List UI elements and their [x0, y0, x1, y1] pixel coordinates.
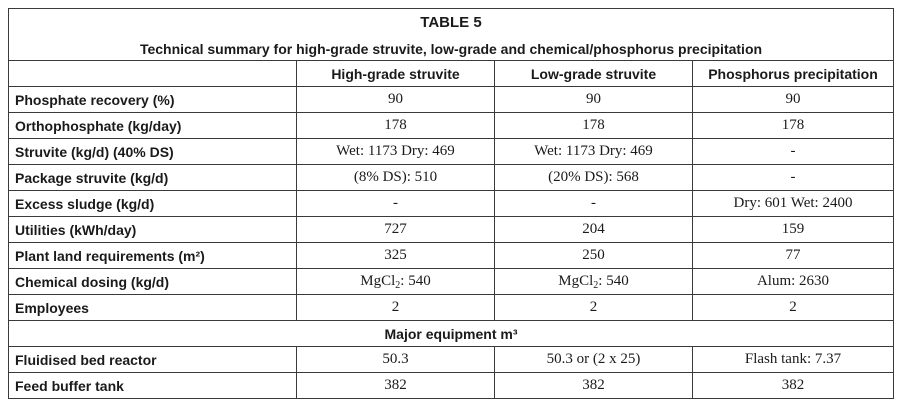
row-label: Utilities (kWh/day) — [9, 217, 297, 243]
table-cell: Alum: 2630 — [693, 269, 894, 295]
row-label: Chemical dosing (kg/d) — [9, 269, 297, 295]
table-row — [9, 191, 894, 217]
column-header-empty — [9, 61, 297, 87]
table-cell: Flash tank: 7.37 — [693, 347, 894, 373]
table-row — [9, 269, 894, 295]
row-label: Plant land requirements (m²) — [9, 243, 297, 269]
table-cell: - — [693, 165, 894, 191]
formula-prefix: MgCl — [558, 273, 594, 289]
table-caption — [9, 9, 894, 61]
formula-suffix: : 540 — [598, 273, 629, 289]
table-cell: 178 — [693, 113, 894, 139]
table-cell: 382 — [693, 373, 894, 399]
table-cell: 2 — [693, 295, 894, 321]
table-row — [9, 217, 894, 243]
column-header-low-grade: Low-grade struvite — [495, 61, 693, 87]
table-cell: - — [297, 191, 495, 217]
table-cell: 50.3 or (2 x 25) — [495, 347, 693, 373]
table-cell: 77 — [693, 243, 894, 269]
row-label: Excess sludge (kg/d) — [9, 191, 297, 217]
table-cell: Wet: 1173 Dry: 469 — [495, 139, 693, 165]
table-cell: 325 — [297, 243, 495, 269]
column-header-high-grade: High-grade struvite — [297, 61, 495, 87]
section-header: Major equipment m³ — [9, 321, 894, 347]
table-cell: - — [495, 191, 693, 217]
row-label: Employees — [9, 295, 297, 321]
table-row — [9, 87, 894, 113]
row-label: Package struvite (kg/d) — [9, 165, 297, 191]
formula-suffix: : 540 — [400, 273, 431, 289]
table-cell: 159 — [693, 217, 894, 243]
table-row — [9, 165, 894, 191]
table-row — [9, 295, 894, 321]
section-header-row — [9, 321, 894, 347]
formula-prefix: MgCl — [360, 273, 396, 289]
formula-subscript: 2 — [593, 280, 599, 291]
column-header-row — [9, 61, 894, 87]
table-cell: 178 — [297, 113, 495, 139]
table-cell: Dry: 601 Wet: 2400 — [693, 191, 894, 217]
table-title: TABLE 5 — [420, 14, 482, 31]
row-label: Phosphate recovery (%) — [9, 87, 297, 113]
table-cell: 2 — [297, 295, 495, 321]
table-row — [9, 243, 894, 269]
table-row — [9, 113, 894, 139]
table-cell: 250 — [495, 243, 693, 269]
table-cell: 90 — [693, 87, 894, 113]
summary-table — [8, 8, 894, 399]
table-cell: (8% DS): 510 — [297, 165, 495, 191]
table-subtitle: Technical summary for high-grade struvite, low-grade and chemical/phosphorus precipitation — [139, 41, 763, 57]
table-cell: 90 — [297, 87, 495, 113]
table-row — [9, 373, 894, 399]
table-row — [9, 347, 894, 373]
formula-subscript: 2 — [395, 280, 401, 291]
table-cell: - — [693, 139, 894, 165]
table-cell: 90 — [495, 87, 693, 113]
row-label: Orthophosphate (kg/day) — [9, 113, 297, 139]
table-container — [8, 8, 894, 399]
row-label: Struvite (kg/d) (40% DS) — [9, 139, 297, 165]
table-cell: 727 — [297, 217, 495, 243]
table-cell: 382 — [495, 373, 693, 399]
table-cell: Wet: 1173 Dry: 469 — [297, 139, 495, 165]
table-cell: 204 — [495, 217, 693, 243]
row-label: Fluidised bed reactor — [9, 347, 297, 373]
table-cell: 50.3 — [297, 347, 495, 373]
row-label: Feed buffer tank — [9, 373, 297, 399]
table-cell: 382 — [297, 373, 495, 399]
table-row — [9, 139, 894, 165]
table-body — [9, 9, 894, 399]
table-cell — [495, 269, 693, 295]
table-cell — [297, 269, 495, 295]
column-header-phosphorus: Phosphorus precipitation — [693, 61, 894, 87]
caption-row — [9, 9, 894, 61]
table-cell: 178 — [495, 113, 693, 139]
table-cell: (20% DS): 568 — [495, 165, 693, 191]
table-cell: 2 — [495, 295, 693, 321]
